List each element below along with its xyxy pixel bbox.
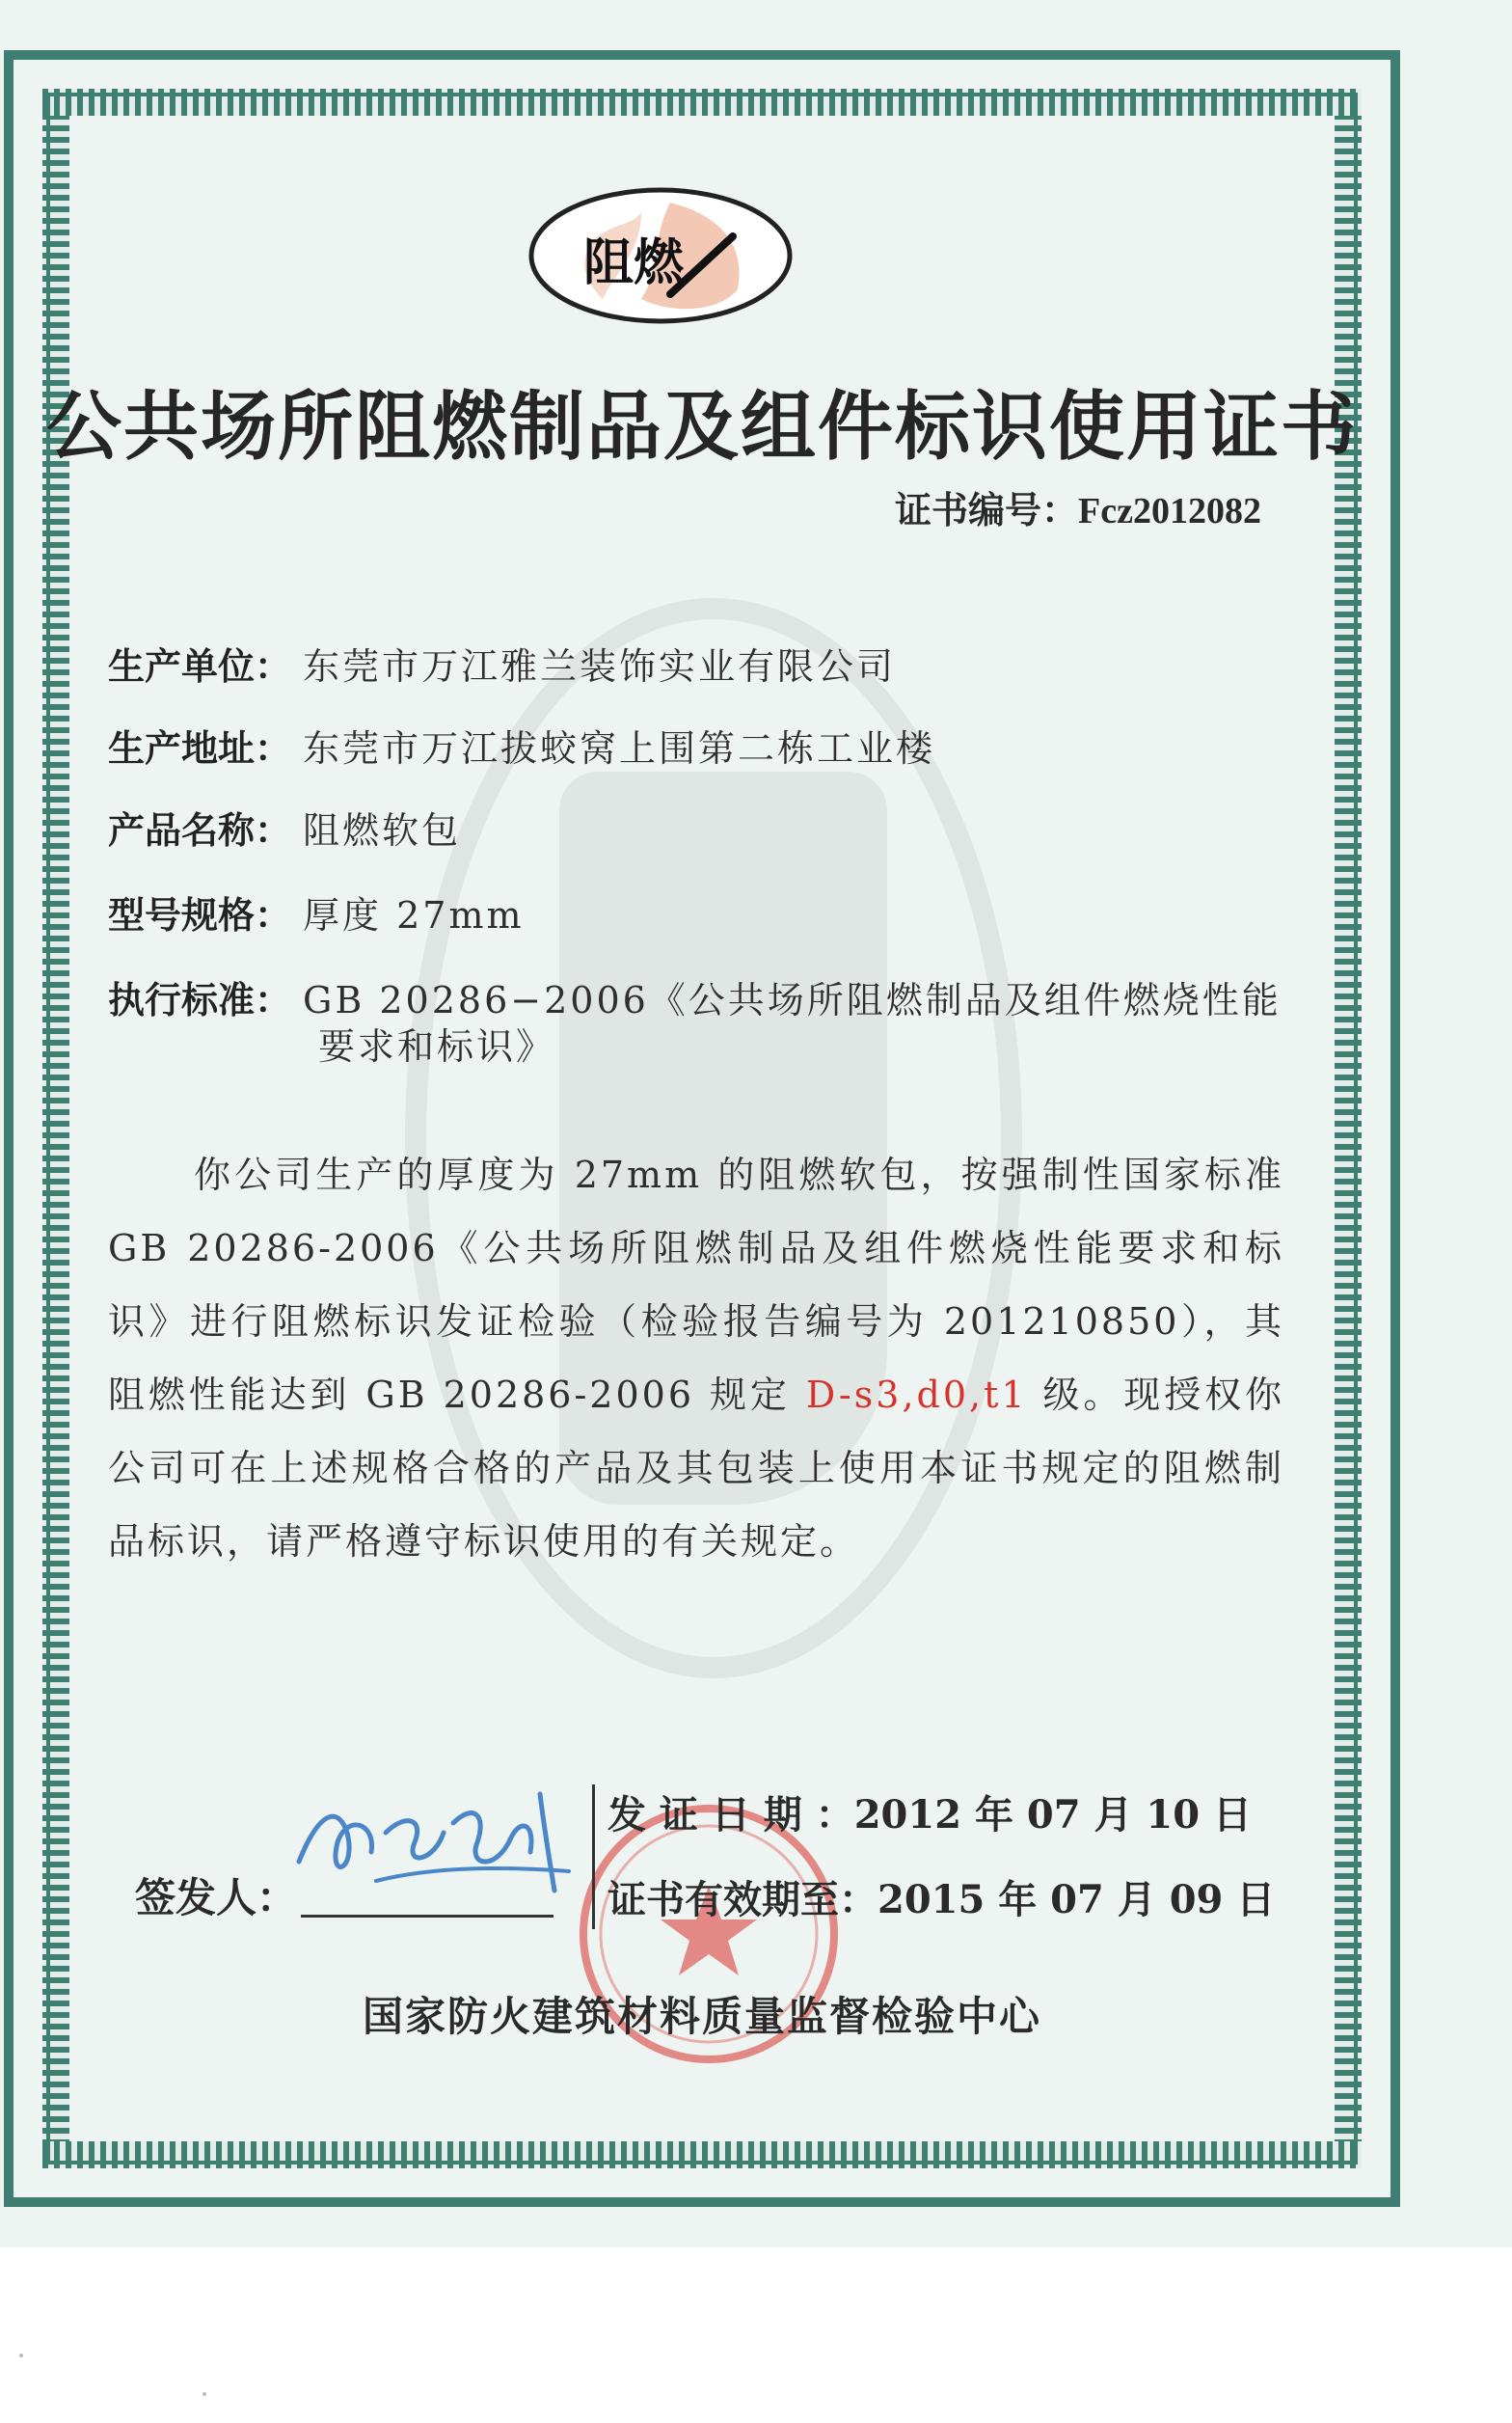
field-address: [108, 719, 935, 772]
issue-date-value: 2012 年 07 月 10 日: [853, 1792, 1252, 1838]
handwritten-signature: [280, 1775, 608, 1910]
issue-date: [608, 1784, 1252, 1839]
body-text-part1: 你公司生产的厚度为 27mm 的阻燃软包，按强制性国家标准 GB 20286-2006《公共场所阻燃制品及组件燃烧性能要求和标识》进行阻燃标识发证检验（检验报告编号为 201210850），其阻燃性能达到 GB 20286-2006 规定: [108, 1154, 1284, 1416]
certificate-number-value: Fcz2012082: [1078, 491, 1261, 531]
signature-line: [301, 1915, 554, 1918]
certificate-title: 公共场所阻燃制品及组件标识使用证书: [45, 383, 1358, 471]
field-manufacturer: [108, 637, 896, 690]
field-label: 产品名称：: [108, 808, 292, 852]
field-product-name: [108, 801, 461, 854]
field-model-spec: [108, 885, 525, 939]
scan-speck: [19, 2354, 23, 2357]
valid-until-value: 2015 年 07 月 09 日: [878, 1877, 1276, 1922]
field-label: 执行标准：: [108, 978, 292, 1021]
scan-margin: [0, 2247, 1512, 2423]
field-value: 东莞市万江雅兰装饰实业有限公司: [303, 645, 897, 688]
flame-retardant-logo: [526, 183, 796, 328]
field-standard-continued: 要求和标识》: [318, 1025, 556, 1068]
field-value: 东莞市万江拔蛟窝上围第二栋工业楼: [303, 727, 936, 770]
field-value: 厚度 27mm: [303, 894, 525, 937]
field-label: 生产单位：: [108, 644, 292, 688]
field-standard: [108, 970, 1282, 1023]
field-label: 生产地址：: [108, 726, 292, 770]
certificate-number: [895, 480, 1261, 533]
certificate-number-label: 证书编号：: [895, 488, 1079, 531]
field-value: GB 20286−2006《公共场所阻燃制品及组件燃烧性能: [303, 979, 1282, 1021]
valid-until-label: 证书有效期至：: [608, 1877, 878, 1922]
logo-text: 阻燃: [583, 234, 685, 292]
signer-label: 签发人：: [135, 1874, 298, 1921]
certificate-body: [108, 1138, 1284, 1578]
field-label: 型号规格：: [108, 893, 292, 937]
body-text-part2: 级。现授权你公司可在上述规格合格的产品及其包装上使用本证书规定的阻燃制品标识，请严格遵守标识使用的有关规定。: [108, 1374, 1284, 1563]
issuing-authority: 国家防火建筑材料质量监督检验中心: [362, 1993, 1041, 2040]
issue-date-label: 发 证 日 期 ：: [608, 1792, 854, 1838]
valid-until: [608, 1869, 1275, 1924]
field-value: 阻燃软包: [303, 809, 462, 852]
scan-speck: [202, 2392, 206, 2396]
grade-value: D-s3,d0,t1: [805, 1374, 1028, 1416]
